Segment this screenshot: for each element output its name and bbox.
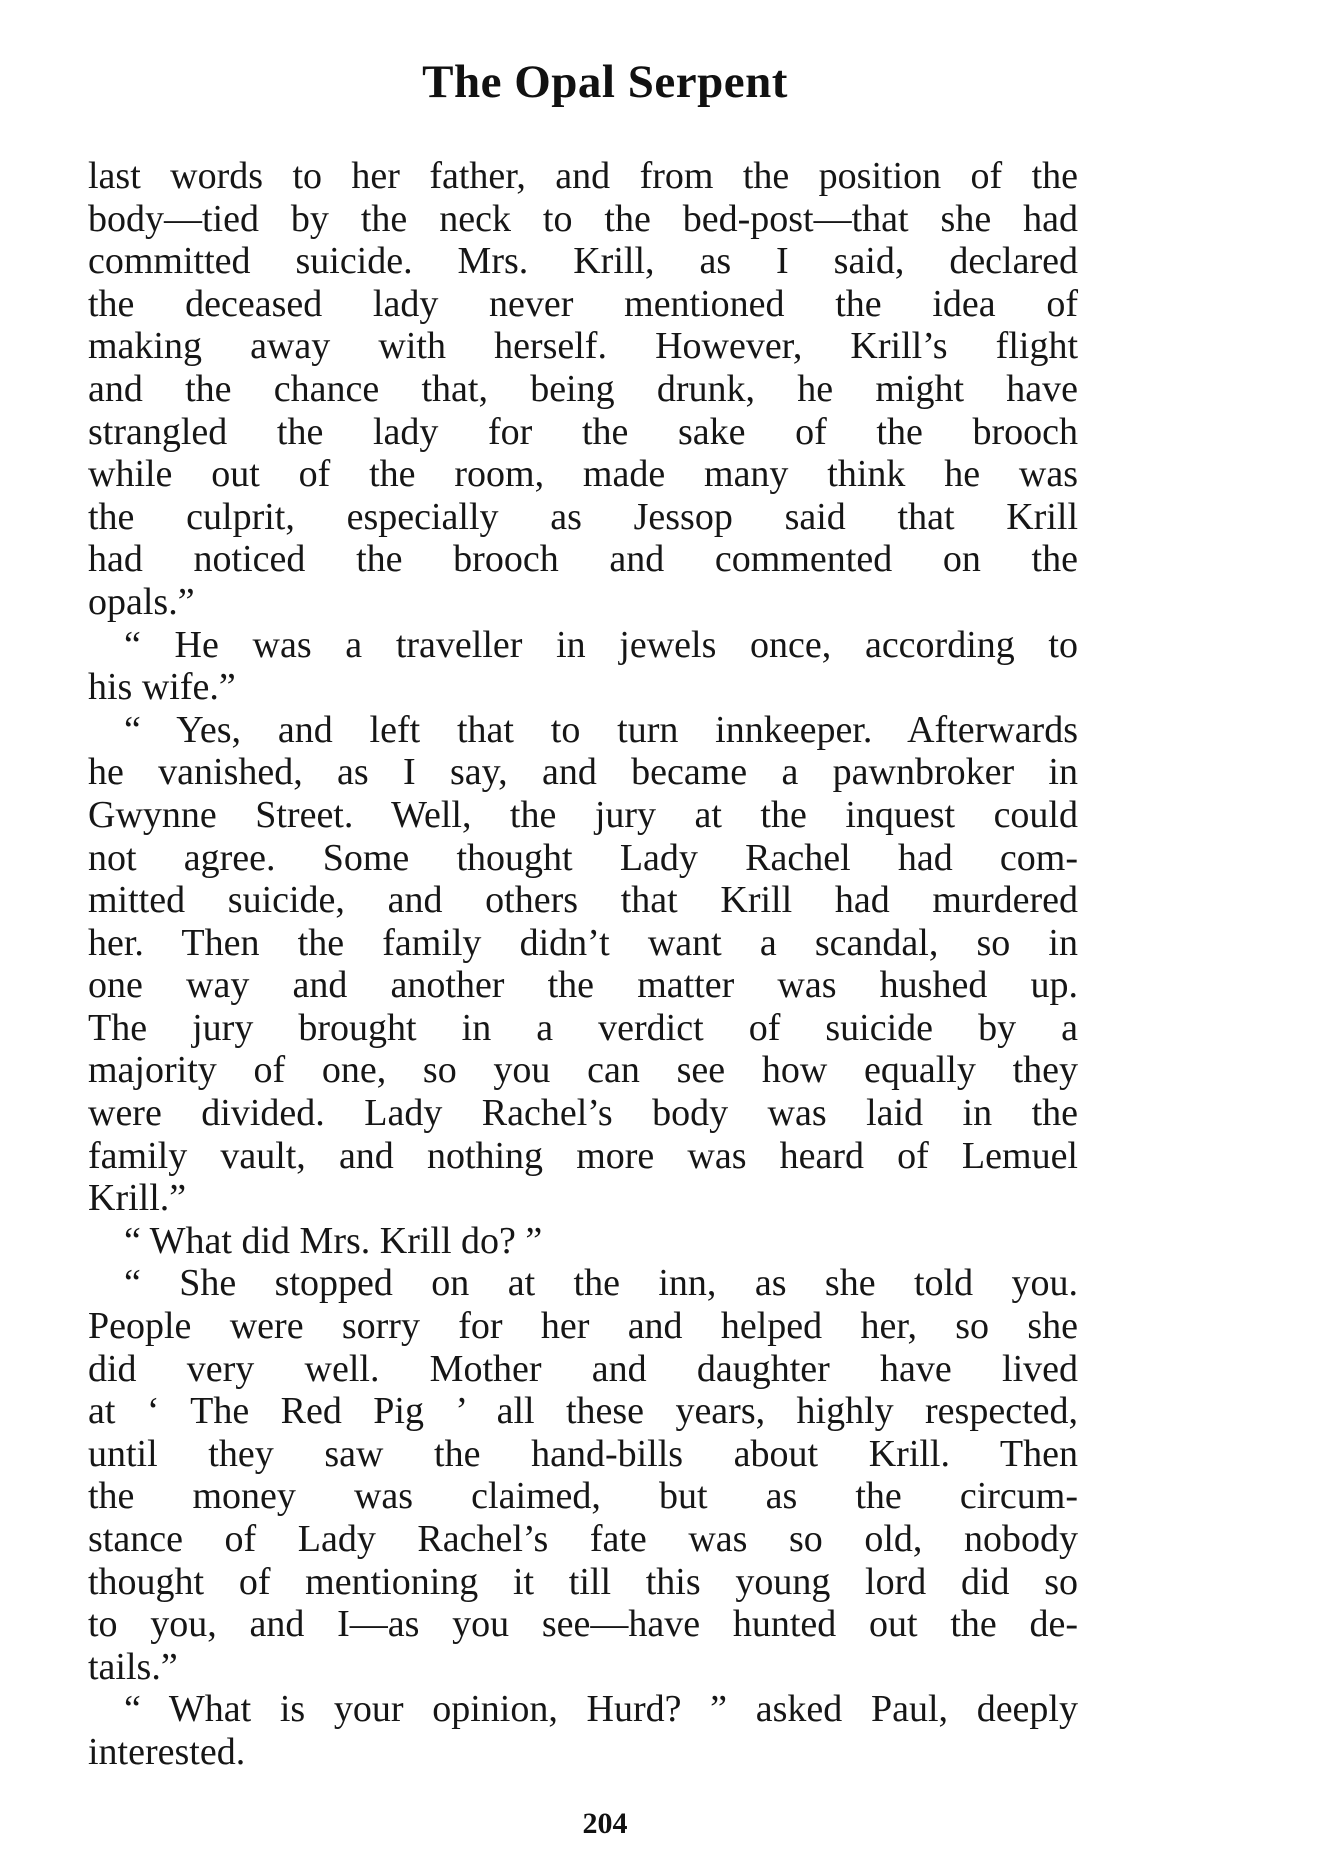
running-head-title: The Opal Serpent (422, 56, 788, 108)
text-line: her. Then the family didn’t want a scandal, so in (88, 921, 1078, 964)
page-number: 204 (582, 1807, 628, 1840)
text-line: the deceased lady never mentioned the idea of (88, 282, 1078, 325)
text-line: “ What did Mrs. Krill do? ” (124, 1219, 543, 1262)
text-line: he vanished, as I say, and became a pawnbroker in (88, 751, 1078, 794)
text-line: at ‘ The Red Pig ’ all these years, highly respected, (88, 1390, 1078, 1433)
text-line: majority of one, so you can see how equally they (88, 1049, 1078, 1092)
text-line: opals.” (88, 580, 195, 623)
text-line: mitted suicide, and others that Krill had murdered (88, 879, 1078, 922)
text-line: People were sorry for her and helped her, so she (88, 1305, 1078, 1348)
text-line: had noticed the brooch and commented on the (88, 538, 1078, 581)
text-line: his wife.” (88, 666, 236, 709)
text-line: until they saw the hand-bills about Krill. Then (88, 1432, 1078, 1475)
text-line: and the chance that, being drunk, he might have (88, 367, 1078, 410)
text-line: were divided. Lady Rachel’s body was laid in the (88, 1092, 1078, 1135)
text-line: “ He was a traveller in jewels once, according to (124, 623, 1078, 666)
text-line: thought of mentioning it till this young lord did so (88, 1560, 1078, 1603)
text-line: while out of the room, made many think he was (88, 453, 1078, 496)
text-line: last words to her father, and from the position of the (88, 155, 1078, 197)
text-line: the money was claimed, but as the circum- (88, 1475, 1078, 1518)
text-line: strangled the lady for the sake of the brooch (88, 410, 1078, 453)
text-line: body—tied by the neck to the bed-post—that she had (88, 197, 1078, 240)
text-line: “ Yes, and left that to turn innkeeper. Afterwards (124, 708, 1078, 751)
text-line: committed suicide. Mrs. Krill, as I said, declared (88, 240, 1078, 283)
text-line: Gwynne Street. Well, the jury at the inquest could (88, 793, 1078, 836)
text-line: one way and another the matter was hushed up. (88, 964, 1078, 1007)
text-line: stance of Lady Rachel’s fate was so old, nobody (88, 1518, 1078, 1560)
text-line: interested. (88, 1730, 246, 1773)
text-line: family vault, and nothing more was heard of Lemuel (88, 1134, 1078, 1177)
text-line: The jury brought in a verdict of suicide by a (88, 1006, 1078, 1049)
text-line: did very well. Mother and daughter have lived (88, 1347, 1078, 1390)
text-line: the culprit, especially as Jessop said that Krill (88, 495, 1078, 538)
text-line: “ She stopped on at the inn, as she told you. (124, 1262, 1078, 1305)
body-text (88, 155, 1078, 1774)
text-line: making away with herself. However, Krill’s flight (88, 325, 1078, 368)
text-line: to you, and I—as you see—have hunted out the de- (88, 1603, 1078, 1646)
text-line: not agree. Some thought Lady Rachel had com- (88, 836, 1078, 879)
text-line: Krill.” (88, 1177, 187, 1220)
text-line: tails.” (88, 1645, 178, 1688)
text-line: “ What is your opinion, Hurd? ” asked Paul, deeply (124, 1688, 1078, 1731)
